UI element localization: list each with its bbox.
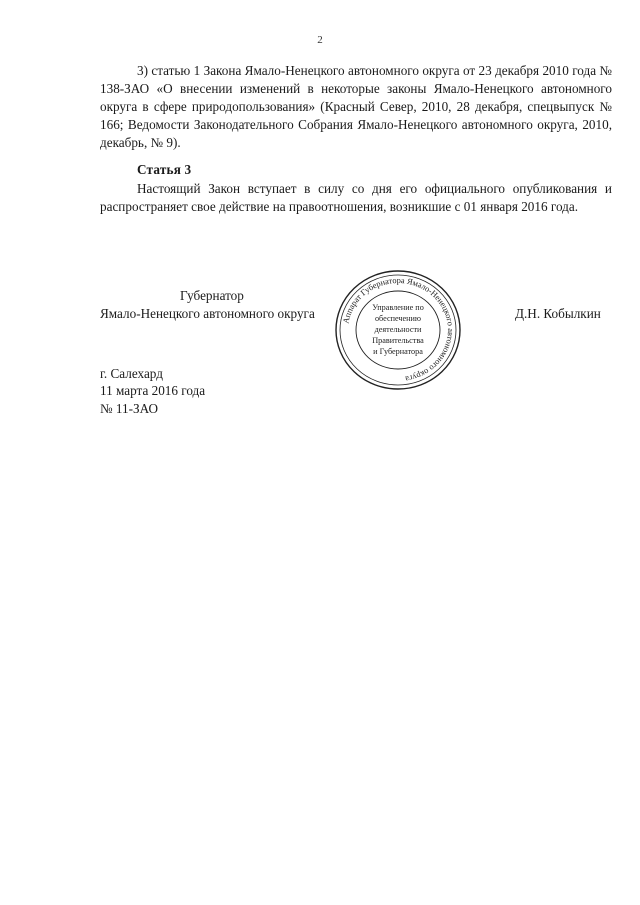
official-seal-stamp [333, 268, 463, 393]
signing-date: 11 марта 2016 года [100, 383, 206, 398]
governor-name: Д.Н. Кобылкин [515, 306, 601, 321]
seal-center-text: Управление по обеспечению деятельности Правительства и Губернатора [372, 303, 424, 356]
clause-3-paragraph: 3) статью 1 Закона Ямало-Ненецкого автономного округа от 23 декабря 2010 года № 138-ЗАО «О внесении изменений в некоторые законы Ямало-Ненецкого автономного округа в сфере природопользования» (Красный Север, 2010, 28 декабря, спецвыпуск № 166; Ведомости Законодательного Собрания Ямало-Ненецкого автономного округа, 2010, декабрь, № 9). [100, 63, 612, 150]
governor-title: Губернатор [180, 288, 244, 303]
page-number: 2 [317, 34, 323, 46]
governor-region: Ямало-Ненецкого автономного округа [100, 306, 315, 321]
article-3-heading: Статья 3 [137, 162, 192, 177]
law-number: № 11-ЗАО [100, 401, 158, 416]
seal-ring-text: Аппарат Губернатора Ямало-Ненецкого автономного округа [341, 275, 456, 384]
article-3-paragraph: Настоящий Закон вступает в силу со дня его официального опубликования и распространяет свое действие на правоотношения, возникшие с 01 января 2016 года. [100, 181, 612, 214]
place-of-signing: г. Салехард [100, 366, 163, 381]
